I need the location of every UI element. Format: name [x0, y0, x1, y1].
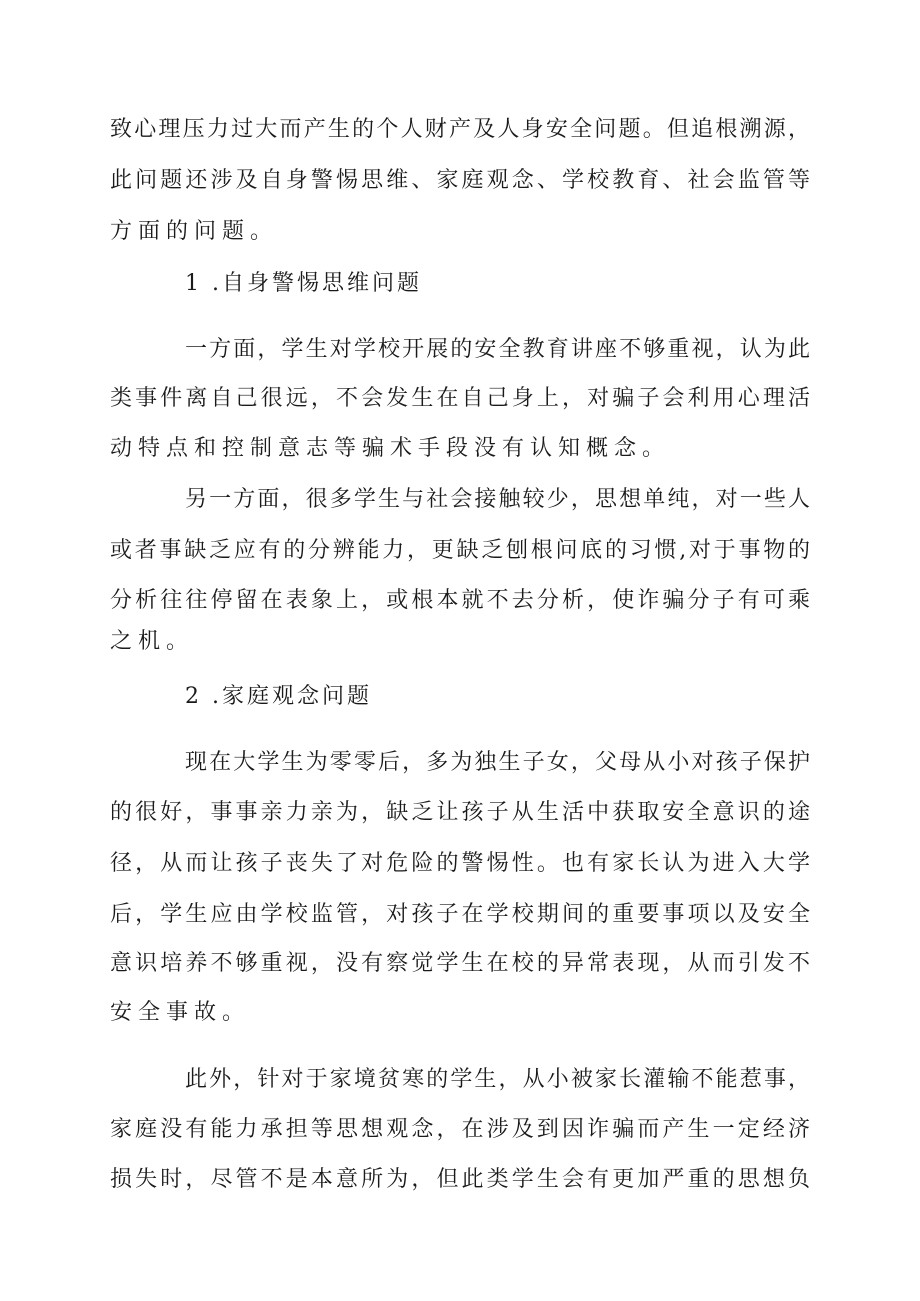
body-text-line: 此问题还涉及自身警惕思维、家庭观念、学校教育、社会监管等 — [110, 168, 810, 193]
body-text-line: 现在大学生为零零后，多为独生子女，父母从小对孩子保护 — [185, 750, 810, 775]
body-text-line: 或者事缺乏应有的分辨能力，更缺乏刨根问底的习惯,对于事物的 — [110, 538, 810, 563]
body-text-line: 后，学生应由学校监管，对孩子在学校期间的重要事项以及安全 — [110, 902, 810, 927]
body-text-line: 意识培养不够重视，没有察觉学生在校的异常表现，从而引发不 — [110, 951, 810, 976]
body-text-line: 另一方面，很多学生与社会接触较少，思想单纯，对一些人 — [185, 487, 810, 512]
body-text-line: 家庭没有能力承担等思想观念，在涉及到因诈骗而产生一定经济 — [110, 1117, 810, 1142]
body-text-line: 之机。 — [110, 629, 195, 654]
body-text-line: 类事件离自己很远，不会发生在自己身上，对骗子会利用心理活 — [110, 386, 810, 411]
body-text-line: 损失时，尽管不是本意所为，但此类学生会有更加严重的思想负 — [110, 1167, 810, 1192]
body-text-line: 致心理压力过大而产生的个人财产及人身安全问题。但追根溯源， — [110, 117, 810, 142]
section-heading: 2 .家庭观念问题 — [185, 684, 372, 709]
body-text-line: 径，从而让孩子丧失了对危险的警惕性。也有家长认为进入大学 — [110, 851, 810, 876]
body-text-line: 分析往往停留在表象上，或根本就不去分析，使诈骗分子有可乘 — [110, 588, 810, 613]
body-text-line: 方面的问题。 — [110, 219, 279, 244]
section-heading: 1 .自身警惕思维问题 — [185, 271, 422, 296]
body-text-line: 的很好，事事亲力亲为，缺乏让孩子从生活中获取安全意识的途 — [110, 800, 810, 825]
body-text-line: 安全事故。 — [110, 1000, 251, 1025]
body-text-line: 动特点和控制意志等骗术手段没有认知概念。 — [110, 436, 671, 461]
body-text-line: 一方面，学生对学校开展的安全教育讲座不够重视，认为此 — [185, 337, 810, 362]
body-text-line: 此外，针对于家境贫寒的学生，从小被家长灌输不能惹事， — [185, 1067, 810, 1092]
